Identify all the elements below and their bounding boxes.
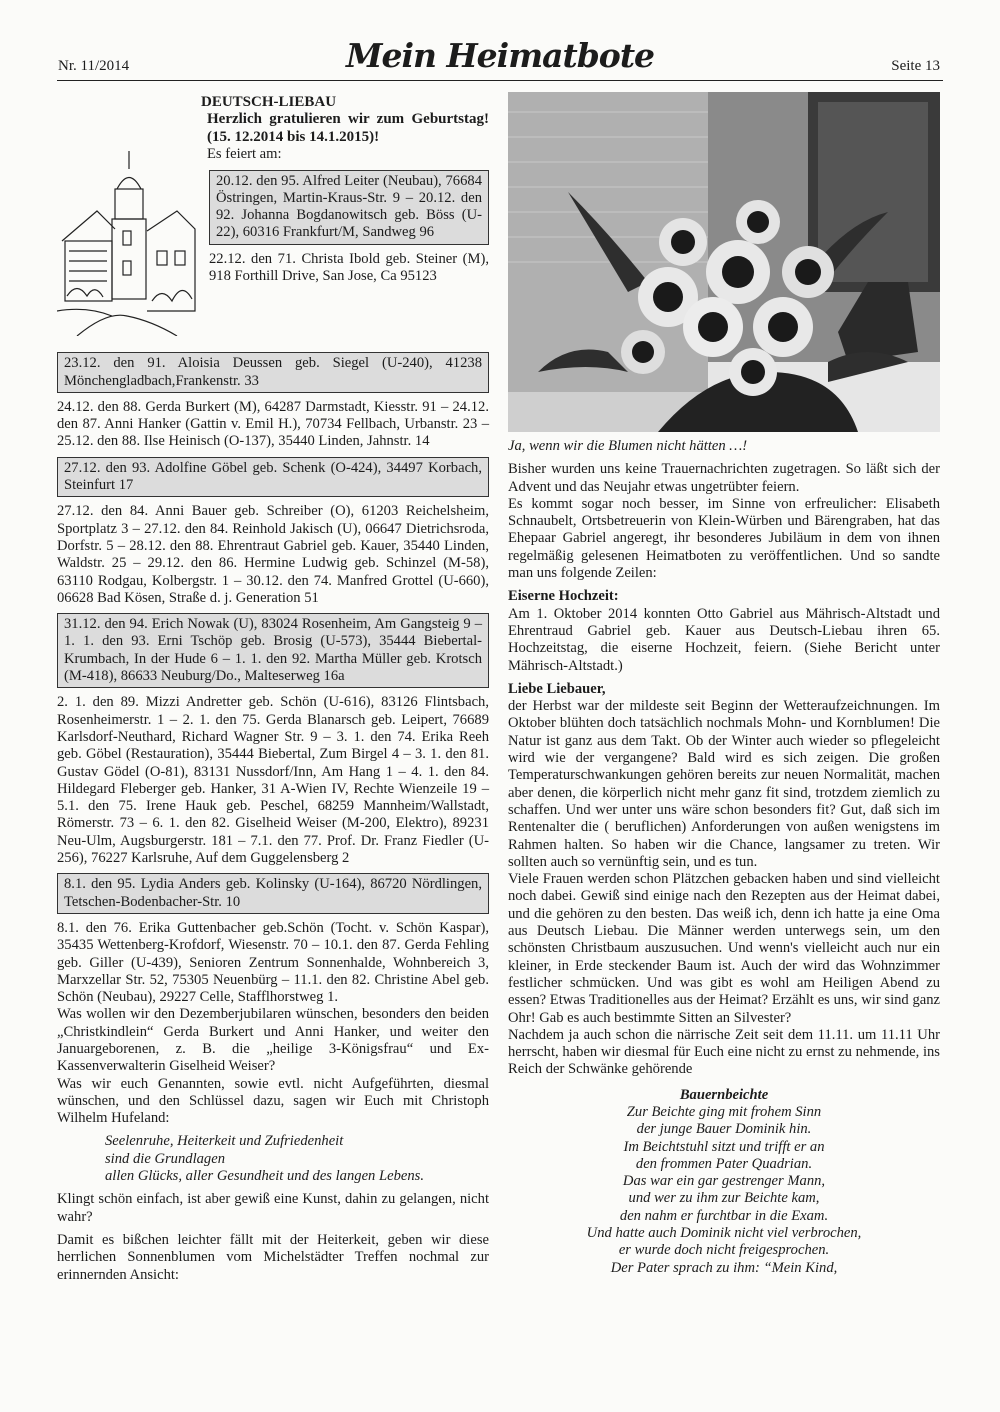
birthday-box-2: 23.12. den 91. Aloisia Deussen geb. Siegel (U-240), 41238 Mönchengladbach,Frankenstr. 33 [57,352,489,393]
poem-line: Und hatte auch Dominik nicht viel verbrochen, [586,1225,862,1242]
eiserne-hochzeit-paragraph: Am 1. Oktober 2014 konnten Otto Gabriel aus Mährisch-Altstadt und Ehrentraud Gabriel geb. Kauer aus Deutsch-Liebau ihren 65. Hochzeitstag, die eiserne Hochzeit, feiern. (Siehe Bericht unter Mährisch-Altstadt.) [508,605,940,674]
quote-line: Seelenruhe, Heiterkeit und Zufriedenheit [105,1133,344,1150]
poem-line: und wer zu ihm zur Beichte kam, [628,1190,820,1207]
header-rule [57,80,943,81]
congratulations-heading: Herzlich gratulieren wir zum Geburtstag! (15. 12.2014 bis 14.1.2015)! [207,111,489,145]
heading-liebe-liebauer: Liebe Liebauer, [508,680,606,697]
birthday-paragraph-2412: 24.12. den 88. Gerda Burkert (M), 64287 Darmstadt, Kiesstr. 91 – 24.12. den 87. Anni Hanker (Gattin v. Emil H.), 70734 Fellbach, Urbanstr. 23 – 25.12. den 88. Ilse Heinisch (O-137), 35440 Linden, Jahnstr. 14 [57,398,489,450]
issue-number: Nr. 11/2014 [58,58,130,74]
quote-line: allen Glücks, aller Gesundheit und des langen Lebens. [105,1168,424,1185]
poem-line: Der Pater sprach zu ihm: “Mein Kind, [610,1259,838,1276]
birthday-entry-ibold: 22.12. den 71. Christa Ibold geb. Steiner (M), 918 Forthill Drive, San Jose, Ca 95123 [209,250,489,285]
klingt-paragraph: Klingt schön einfach, ist aber gewiß eine Kunst, dahin zu gelangen, nicht wahr? [57,1191,489,1225]
poem-line: er wurde doch nicht freigesprochen. [618,1242,830,1259]
hufeland-quote [105,1133,489,1185]
sunflower-photo [508,92,940,432]
right-column [508,92,940,1277]
wish-paragraph-1: Was wollen wir den Dezemberjubilaren wünschen, besonders den beiden „Christkindlein“ Gerda Burkert und Anni Hanker, und weiter den Januargeborenen, z. B. die „heilige 3-Königsfrau“ und Ex-Kassenverwalterin Giselheid Weiser? [57,1006,489,1075]
left-column [57,92,489,1284]
birthday-box-5: 8.1. den 95. Lydia Anders geb. Kolinsky (U-164), 86720 Nördlingen, Tetschen-Bodenbacher-Str. 10 [57,873,489,914]
poem-line: den frommen Pater Quadrian. [635,1155,813,1172]
carnival-paragraph: Nachdem ja auch schon die närrische Zeit seit dem 11.11. um 11.11 Uhr herrscht, haben wir diesmal für Euch eine nicht zu ernst zu nehmende, ins Reich der Schwänke gehörende [508,1026,940,1078]
damit-paragraph: Damit es bißchen leichter fällt mit der Heiterkeit, geben wir diese herrlichen Sonnenblumen vom Michelstädter Treffen nochmal zur erinnernden Ansicht: [57,1231,489,1283]
mourning-paragraph: Bisher wurden uns keine Trauernachrichten zugetragen. So läßt sich der Advent und das Neujahr etwas ungetrübter feiern. [508,461,940,495]
wish-paragraph-2: Was wir euch Genannten, sowie evtl. nicht Aufgeführten, diesmal wünschen, und den Schlüssel dazu, sagen wir Euch mit Christoph Wilhelm Hufeland: [57,1075,489,1127]
birthday-paragraph-0201: 2. 1. den 89. Mizzi Andretter geb. Schön (U-616), 83126 Flintsbach, Rosenheimerstr. 1 – 2. 1. den 75. Gerda Blanarsch geb. Leipert, 76689 Karlsdorf-Neuthard, Richard Wagner Str. 9 – 3. 1. den 74. Erika Reeh geb. Göbel (Restauration), 35444 Biebertal, Zum Birgel 4 – 3. 1. den 81. Gustav Gödel (O-81), 83131 Nussdorf/Inn, Am Hang 1 – 4. 1. den 84. Hildegard Fleberger geb. Hanker, 31 A-Wien IV, Rechte Wienzeile 19 – 5.1. den 75. Irene Hauk geb. Peschel, 68259 Mannheim/Wallstadt, Römerstr. 73 – 6. 1. den 82. Giselheid Weiser (M-200, Elektro), 89231 Neu-Ulm, Augsburgerstr. 181 – 7.1. den 77. Prof. Dr. Franz Fiedler (U-256), 76227 Karlsruhe, Auf dem Guggelensberg 2 [57,694,489,867]
birthday-box-3: 27.12. den 93. Adolfine Göbel geb. Schenk (O-424), 34497 Korbach, Steinfurt 17 [57,457,489,498]
sunflower-photo-image [508,92,940,432]
heading-eiserne-hochzeit: Eiserne Hochzeit: [508,588,619,605]
baking-paragraph: Viele Frauen werden schon Plätzchen gebacken haben und sind vielleicht noch dabei. Gewiß sind einige nach den Rezepten aus der Heimat dabei, und die gehören zu den besten. Das weiß ich, denn ich hatte ja eine Oma aus Deutsch Liebau. Die Männer werden unterwegs sein, um den schönsten Christbaum auszusuchen. Und wenn's vielleicht auch nur ein kleiner, in Erde steckender Baum ist. Auch der wird das Wohnzimmer festlicher schmücken. Und was gibt es wohl am Heiligen Abend zu essen? Etwas Traditionelles aus der Heimat? Erzählt es uns, wir sind ganz Ohr! Gab es auch bestimmte Sitten an Silvester? [508,871,940,1026]
church-sketch-block [57,111,489,346]
masthead-title: Mein Heimatbote [345,36,655,75]
autumn-paragraph: der Herbst war der mildeste seit Beginn der Wetteraufzeichnungen. Im Oktober blühten doch tatsächlich nochmals Mohn- und Kornblumen! Die Natur ist ganz aus dem Takt. Ob der Winter auch wieder so pflegeleicht wird wie der vergangene? Bald wird es sich zeigen. Die großen Temperaturschwankungen gehören bereits zur neuen Normalität, machen aber denen, die körperlich nicht mehr ganz fit sind, trotzdem ziemlich zu schaffen. Und wer unter uns wäre schon besonders fit? Gut, daß sich im Rentenalter die ( beruflichen) Anforderungen von außen wenigstens im Rahmen halten. So haben wir die Chance, langsamer zu treten. Wir sollten auch so vernünftig sein, und es tun. [508,698,940,870]
page-number: Seite 13 [891,58,940,74]
birthday-box-1: 20.12. den 95. Alfred Leiter (Neubau), 76684 Östringen, Martin-Kraus-Str. 9 – 20.12. den 92. Johanna Bogdanowitsch geb. Böss (U-22), 60316 Frankfurt/M, Sandweg 96 [209,170,489,245]
poem-line: der junge Bauer Dominik hin. [636,1121,812,1138]
church-sketch-image [57,111,197,336]
bauernbeichte-poem [508,1087,940,1277]
quote-line: sind die Grundlagen [105,1150,225,1167]
poem-line: Zur Beichte ging mit frohem Sinn [626,1103,822,1120]
poem-title: Bauernbeichte [679,1086,769,1103]
poem-line: den nahm er furchtbar in die Exam. [619,1207,829,1224]
birthday-paragraph-0801: 8.1. den 76. Erika Guttenbacher geb.Schön (Tocht. v. Schön Kaspar), 35435 Wettenberg-Krofdorf, Wiesenstr. 70 – 10.1. den 87. Gerda Fehling geb. Giller (U-439), Senioren Zentrum Sonnenhalde, Wohnbereich 3, Marxzellar Str. 52, 75305 Neuenbürg – 11.1. den 82. Christine Abel geb. Schön (Neubau), 29227 Celle, Stafflhorstweg 1. [57,919,489,1006]
celebrates-on: Es feiert am: [207,146,282,163]
poem-line: Im Beichtstuhl sitzt und trifft er an [623,1138,825,1155]
photo-caption: Ja, wenn wir die Blumen nicht hätten …! [508,438,748,454]
better-paragraph: Es kommt sogar noch besser, im Sinne von erfreulicher: Elisabeth Schnaubelt, Ortsbetreuerin von Klein-Würben und Bärengraben, hat das Ehepaar Gabriel angeregt, ihr besonderes Jubiläum in dem von ihnen regelmäßig gelesenen Heimatboten zu veröffentlichen. Und so sandte man uns folgende Zeilen: [508,495,940,582]
birthday-box-4: 31.12. den 94. Erich Nowak (U), 83024 Rosenheim, Am Gangsteig 9 – 1. 1. den 93. Erni Tschöp geb. Brosig (U-573), 35444 Biebertal-Krumbach, In der Hude 6 – 1. 1. den 92. Martha Müller geb. Krotsch (M-418), 86633 Neuburg/Do., Malteserweg 16a [57,613,489,688]
section-title: DEUTSCH-LIEBAU [201,94,337,110]
poem-line: Das war ein gar gestrenger Mann, [622,1173,826,1190]
birthday-paragraph-2712: 27.12. den 84. Anni Bauer geb. Schreiber (O), 61203 Reichelsheim, Sportplatz 3 – 27.12. den 84. Reinhold Jakisch (U), 06647 Dietrichsroda, Dorfstr. 5 – 28.12. den 88. Ehrentraut Gabriel geb. Kauer, 35440 Linden, Waldstr. 25 – 29.12. den 86. Hermine Ludwig geb. Schinzel (M-58), 63110 Rodgau, Kolbergstr. 1 – 30.12. den 74. Manfred Grottel (U-660), 06628 Bad Kösen, Straße d. j. Generation 51 [57,503,489,606]
